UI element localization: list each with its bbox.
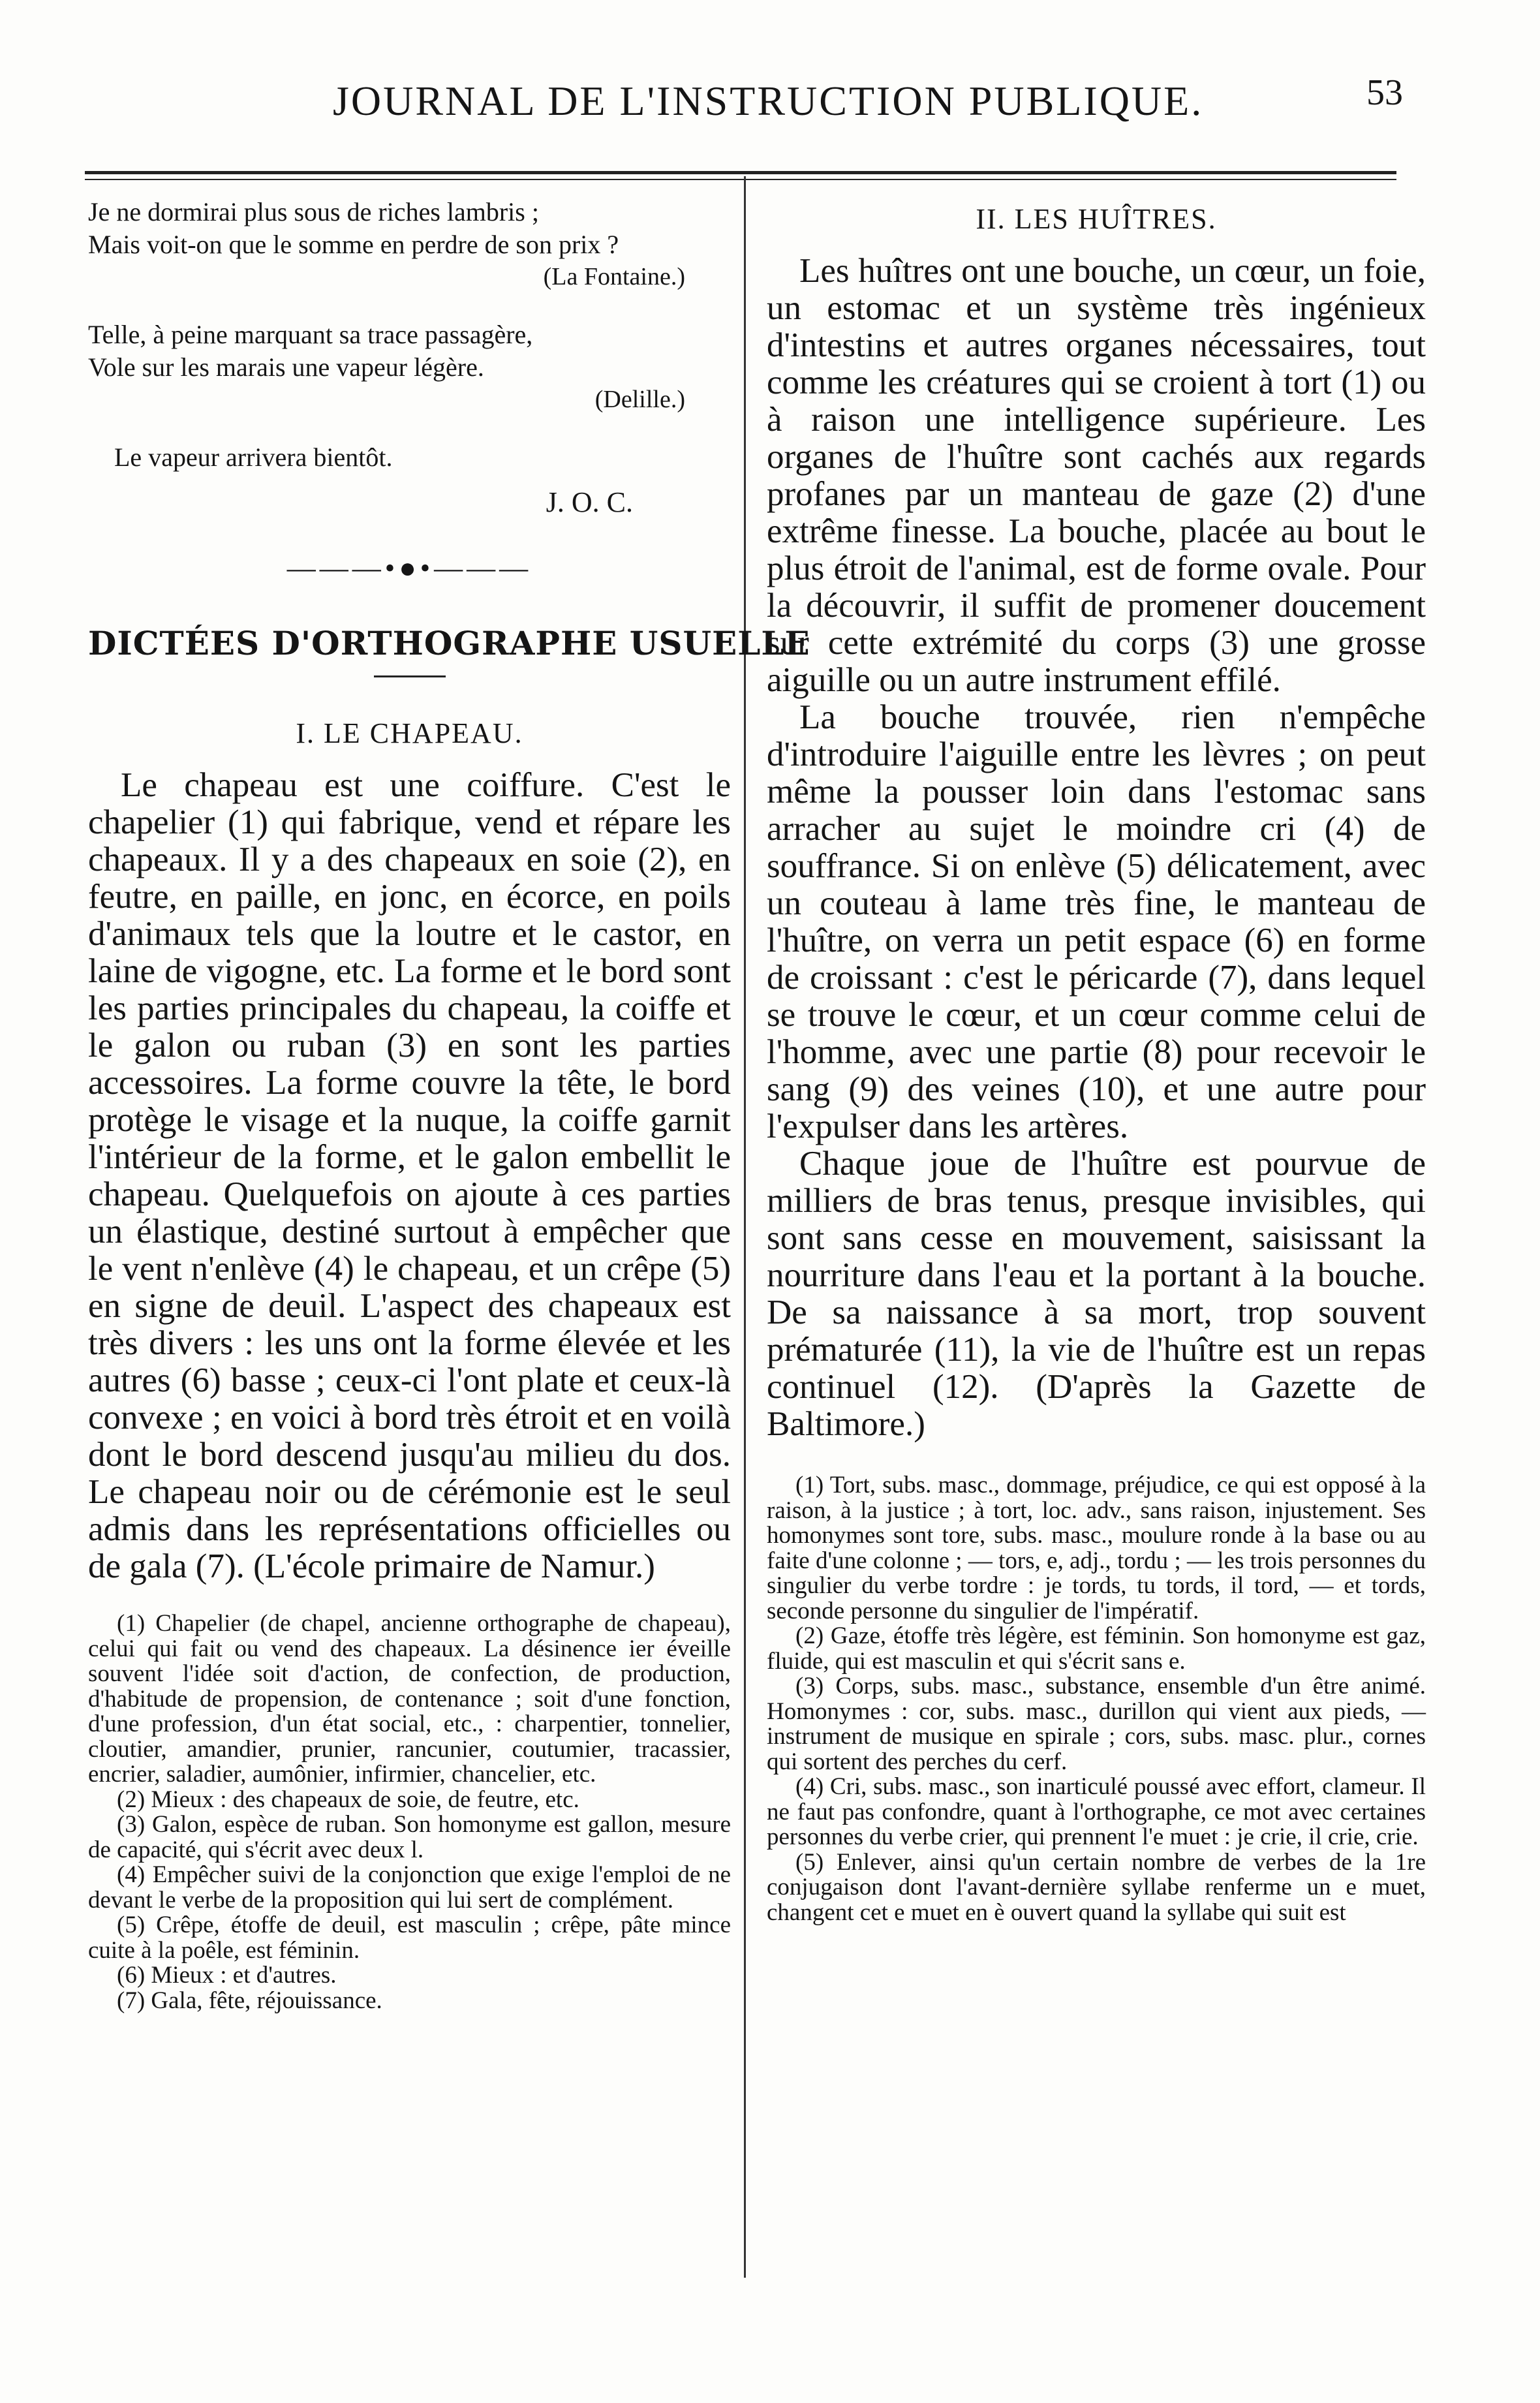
footnote: (5) Enlever, ainsi qu'un certain nombre de verbes de la 1re conjugaison dont l'avant-dernière syllabe renferme un e muet, changent cet e muet en è ouvert quand la syllabe qui suit est xyxy=(767,1848,1426,1926)
footnote: (6) Mieux : et d'autres. xyxy=(117,1962,337,1989)
footnote: (1) Chapelier (de chapel, ancienne orthographe de chapeau), celui qui fait ou vend des chapeaux. La désinence ier éveille souvent l'idée soit d'action, de confection, de production, d'habitude de propension, de contenance ; soit d'une fonction, d'une profession, d'un état social, etc., : charpentier, tonnelier, cloutier, amandier, prunier, rancunier, coutumier, tracassier, encrier, saladier, aumônier, infirmier, chancelier, etc. xyxy=(88,1610,731,1788)
dictee-title: I. LE CHAPEAU. xyxy=(296,717,523,749)
quote-line: Telle, à peine marquant sa trace passagère, xyxy=(88,320,533,349)
running-title: JOURNAL DE L'INSTRUCTION PUBLIQUE. xyxy=(333,78,1204,124)
footnotes xyxy=(767,1473,1426,1925)
dictee-paragraph: La bouche trouvée, rien n'empêche d'introduire l'aiguille entre les lèvres ; on peut même la pousser loin dans l'estomac sans arracher au sujet le moindre cri (4) de souffrance. Si on enlève (5) délicatement, avec un couteau à lame très fine, le manteau de l'huître, on verra un petit espace (6) en forme de croissant : c'est le péricarde (7), dans lequel se trouve le cœur, et un cœur comme celui de l'homme, avec une partie (8) pour recevoir le sang (9) des veines (10), et une autre pour l'expulser dans les artères. xyxy=(767,698,1426,1145)
dictee-title: II. LES HUÎTRES. xyxy=(976,203,1217,235)
short-rule xyxy=(374,675,446,677)
quote-block xyxy=(88,196,731,292)
left-column xyxy=(88,196,810,2014)
footnote: (1) Tort, subs. masc., dommage, préjudice, ce qui est opposé à la raison, à la justice ; à tort, loc. adv., sans raison, injustement. Ses homonymes sont tore, subs. masc., moulure ronde à la base ou au faite d'une colonne ; — tors, e, adj., tordu ; — les trois personnes du singulier du verbe tordre : je tords, tu tords, il tord, — et tords, seconde personne du singulier de l'impératif. xyxy=(767,1472,1426,1624)
footnote: (4) Empêcher suivi de la conjonction que exige l'emploi de ne devant le verbe de la proposition qui lui sert de complément. xyxy=(88,1861,731,1914)
right-column xyxy=(767,196,1426,1925)
page-number: 53 xyxy=(1366,72,1403,113)
dictee-text: Le chapeau est une coiffure. C'est le chapelier (1) qui fabrique, vend et répare les chapeaux. Il y a des chapeaux en soie (2), en feutre, en paille, en jonc, en écorce, en poils d'animaux tels que la loutre et le castor, en laine de vigogne, etc. La forme et le bord sont les parties principales du chapeau, la coiffe et le galon ou ruban (3) en sont les parties accessoires. La forme couvre la tête, le bord protège le visage et la nuque, la coiffe garnit l'intérieur de la forme, et le galon embellit le chapeau. Quelquefois on ajoute à ces parties un élastique, destiné surtout à empêcher que le vent n'enlève (4) le chapeau, et un crêpe (5) en signe de deuil. L'aspect des chapeaux est très divers : les uns ont la forme élevée et les autres (6) basse ; ceux-ci l'ont plate et ceux-là convexe ; en voici à bord très étroit et en voilà dont le bord descend jusqu'au milieu du dos. Le chapeau noir ou de cérémonie est le seul admis dans les représentations officielles ou de gala (7). (L'école primaire de Namur.) xyxy=(88,766,731,1585)
quote-attribution: (Delille.) xyxy=(594,386,685,413)
section-title: DICTÉES D'ORTHOGRAPHE USUELLE xyxy=(88,624,810,662)
header-rule-thin xyxy=(85,179,1396,180)
page-header xyxy=(85,72,1403,136)
footnote: (5) Crêpe, étoffe de deuil, est masculin ; crêpe, pâte mince cuite à la poêle, est féminin. xyxy=(88,1912,731,1964)
quote-line: Mais voit-on que le somme en perdre de son prix ? xyxy=(88,230,619,259)
dictee-paragraph: Chaque joue de l'huître est pourvue de milliers de bras tenus, presque invisibles, qui sont sans cesse en mouvement, saisissant la nourriture dans l'eau et la portant à la bouche. De sa naissance à sa mort, trop souvent prématurée (11), la vie de l'huître est un repas continuel (12). (D'après la Gazette de Baltimore.) xyxy=(767,1145,1426,1443)
footnote: (2) Mieux : des chapeaux de soie, de feutre, etc. xyxy=(117,1786,579,1813)
ornament-divider: ———•●•——— xyxy=(286,552,532,584)
footnote: (3) Corps, subs. masc., substance, ensemble d'un être animé. Homonymes : cor, subs. masc., durillon qui vient aux pieds, — instrument de musique en spirale ; cors, subs. masc. plur., cornes qui sortent des perches du cerf. xyxy=(767,1673,1426,1775)
column-divider xyxy=(744,176,746,2278)
quote-attribution: (La Fontaine.) xyxy=(543,263,685,290)
signature: J. O. C. xyxy=(546,486,633,518)
header-rule xyxy=(85,171,1396,174)
quote-block xyxy=(88,318,731,415)
footnote: (2) Gaze, étoffe très légère, est féminin. Son homonyme est gaz, fluide, qui est masculin et qui s'écrit sans e. xyxy=(767,1622,1426,1675)
footnotes xyxy=(88,1611,731,2013)
footnote: (3) Galon, espèce de ruban. Son homonyme est gallon, mesure de capacité, qui s'écrit avec deux l. xyxy=(88,1811,731,1863)
dictee-paragraph: Les huîtres ont une bouche, un cœur, un foie, un estomac et un système très ingénieux d'intestins et autres organes nécessaires, tout comme les créatures qui se croient à tort (1) ou à raison une intelligence supérieure. Les organes de l'huître sont cachés aux regards profanes par un manteau de gaze (2) d'une extrême finesse. La bouche, placée au bout le plus étroit de l'animal, est de forme ovale. Pour la découvrir, il suffit de promener doucement sur cette extrémité du corps (3) une grosse aiguille ou un autre instrument effilé. xyxy=(767,252,1426,699)
footnote: (7) Gala, fête, réjouissance. xyxy=(117,1987,382,2014)
quote-line: Je ne dormirai plus sous de riches lambris ; xyxy=(88,197,539,226)
footnote: (4) Cri, subs. masc., son inarticulé poussé avec effort, clameur. Il ne faut pas confondre, quant à l'orthographe, ce mot avec certaines personnes du verbe crier, qui prennent l'e muet : je crie, il crie, crie. xyxy=(767,1773,1426,1850)
example-sentence: Le vapeur arrivera bientôt. xyxy=(114,442,393,472)
quote-line: Vole sur les marais une vapeur légère. xyxy=(88,352,484,382)
